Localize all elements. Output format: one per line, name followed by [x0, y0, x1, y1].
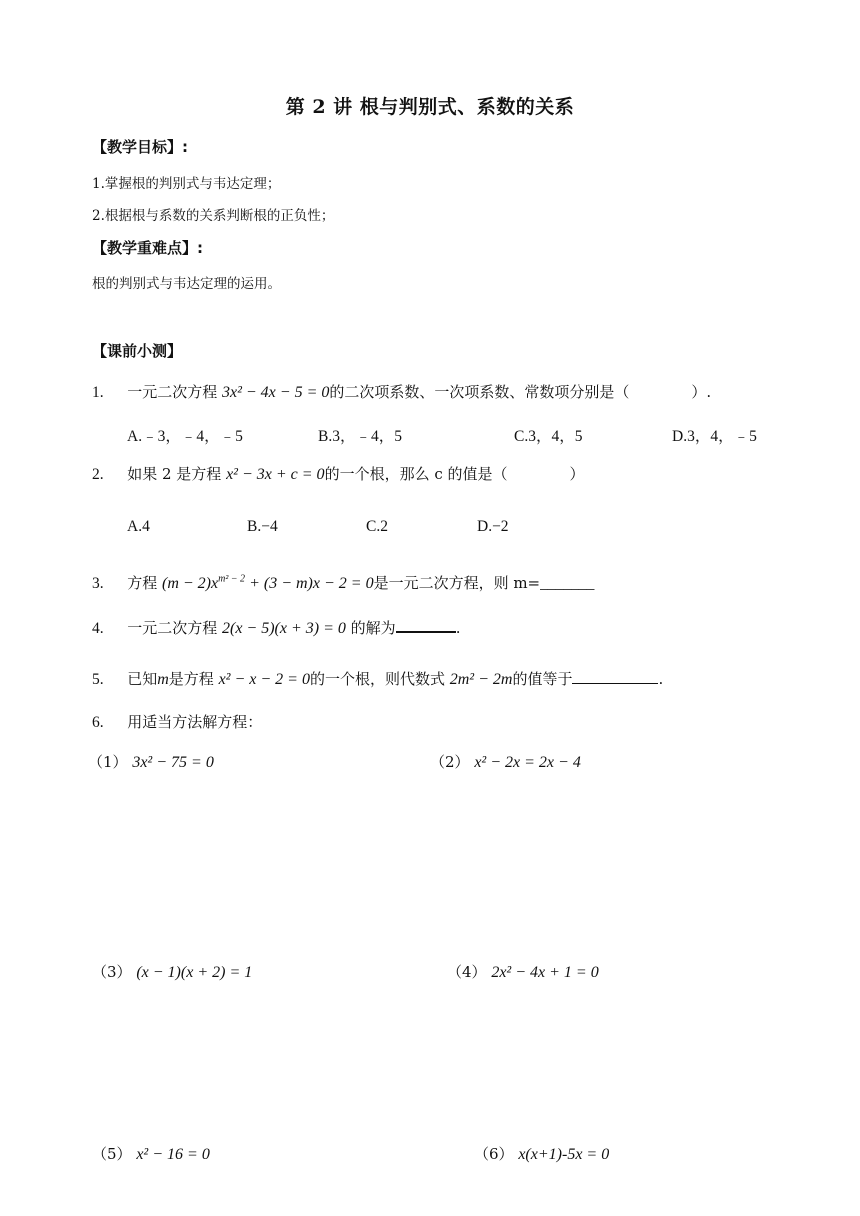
- expression: 2m² − 2m: [449, 671, 513, 688]
- sub-question-label: （3）: [92, 963, 132, 981]
- question-text: 的值等于: [512, 670, 573, 688]
- sub-question-1: [88, 751, 214, 772]
- sub-question-label: （2）: [430, 753, 470, 771]
- answer-blank[interactable]: _______: [540, 575, 595, 592]
- question-text: 的二次项系数、一次项系数、常数项分别是（: [329, 383, 630, 401]
- sub-question-label: （5）: [92, 1145, 132, 1163]
- page-title: 第 2 讲 根与判别式、系数的关系: [285, 96, 575, 118]
- equation: 2(x − 5)(x + 3) = 0: [221, 620, 346, 637]
- equation: 2x² − 4x + 1 = 0: [491, 964, 599, 981]
- sub-question-label: （1）: [88, 753, 128, 771]
- equation: x² − x − 2 = 0: [218, 671, 310, 688]
- question-4: [92, 617, 460, 638]
- question-text: 已知: [127, 670, 158, 688]
- question-number: 3.: [92, 575, 104, 592]
- objective-1: 1.掌握根的判别式与韦达定理；: [92, 176, 281, 192]
- sub-question-4: [447, 961, 599, 982]
- equation: (x − 1)(x + 2) = 1: [136, 964, 253, 981]
- question-number: 2.: [92, 466, 104, 483]
- question-text: ）: [569, 465, 585, 483]
- question-2: [92, 463, 585, 484]
- question-1: [92, 381, 711, 402]
- option-d: D.3，4，﹣5: [672, 428, 757, 445]
- question-text: 是一元二次方程，则 m=: [373, 574, 541, 592]
- answer-blank[interactable]: [572, 669, 658, 684]
- question-text: 一元二次方程: [127, 619, 218, 637]
- sub-question-6: [474, 1143, 609, 1164]
- variable: m: [157, 671, 169, 688]
- question-text: 是方程: [168, 670, 214, 688]
- option-c: C.2: [366, 518, 388, 535]
- equation: x² − 16 = 0: [136, 1146, 210, 1163]
- question-text: 一元二次方程: [127, 383, 218, 401]
- option-a: A.4: [127, 518, 150, 535]
- question-number: 6.: [92, 714, 104, 731]
- equation: x(x+1)-5x = 0: [518, 1146, 610, 1163]
- sub-question-5: [92, 1143, 210, 1164]
- question-text: .: [658, 670, 664, 688]
- equation: x² − 3x + c = 0: [226, 466, 325, 483]
- option-b: B.3，﹣4，5: [318, 428, 402, 445]
- question-text: 如果 2 是方程: [127, 465, 222, 483]
- option-a: A.﹣3，﹣4，﹣5: [127, 428, 243, 445]
- sub-question-2: [430, 751, 581, 772]
- question-text: ）.: [691, 383, 712, 401]
- objectives-heading: 【教学目标】:: [92, 138, 188, 156]
- question-text: 用适当方法解方程：: [127, 713, 263, 731]
- equation: 3x² − 75 = 0: [132, 754, 214, 771]
- difficulty-heading: 【教学重难点】:: [92, 239, 203, 257]
- question-text: .: [455, 619, 461, 637]
- question-text: 的一个根，那么 c 的值是（: [324, 465, 508, 483]
- option-c: C.3，4，5: [514, 428, 583, 445]
- equation: 3x² − 4x − 5 = 0: [221, 384, 330, 401]
- equation: x² − 2x = 2x − 4: [474, 754, 581, 771]
- question-number: 4.: [92, 620, 104, 637]
- option-b: B.−4: [247, 518, 278, 535]
- question-number: 1.: [92, 384, 104, 401]
- equation: $(m - 2)x^{m^2 - 2} + (3 - m)x - 2 = 0$: [161, 573, 374, 592]
- question-text: 的一个根，则代数式: [309, 670, 445, 688]
- sub-question-3: [92, 961, 252, 982]
- question-3: [92, 572, 594, 593]
- sub-question-label: （6）: [474, 1145, 514, 1163]
- question-5: [92, 668, 663, 689]
- answer-blank[interactable]: [396, 617, 456, 633]
- option-d: D.−2: [477, 518, 509, 535]
- objective-2: 2.根据根与系数的关系判断根的正负性；: [92, 208, 335, 224]
- question-text: 方程: [127, 574, 158, 592]
- question-text: 的解为: [350, 619, 396, 637]
- sub-question-label: （4）: [447, 963, 487, 981]
- pretest-heading: 【课前小测】: [92, 342, 183, 360]
- question-6: [92, 711, 262, 732]
- difficulty-text: 根的判别式与韦达定理的运用。: [92, 276, 281, 292]
- question-number: 5.: [92, 671, 104, 688]
